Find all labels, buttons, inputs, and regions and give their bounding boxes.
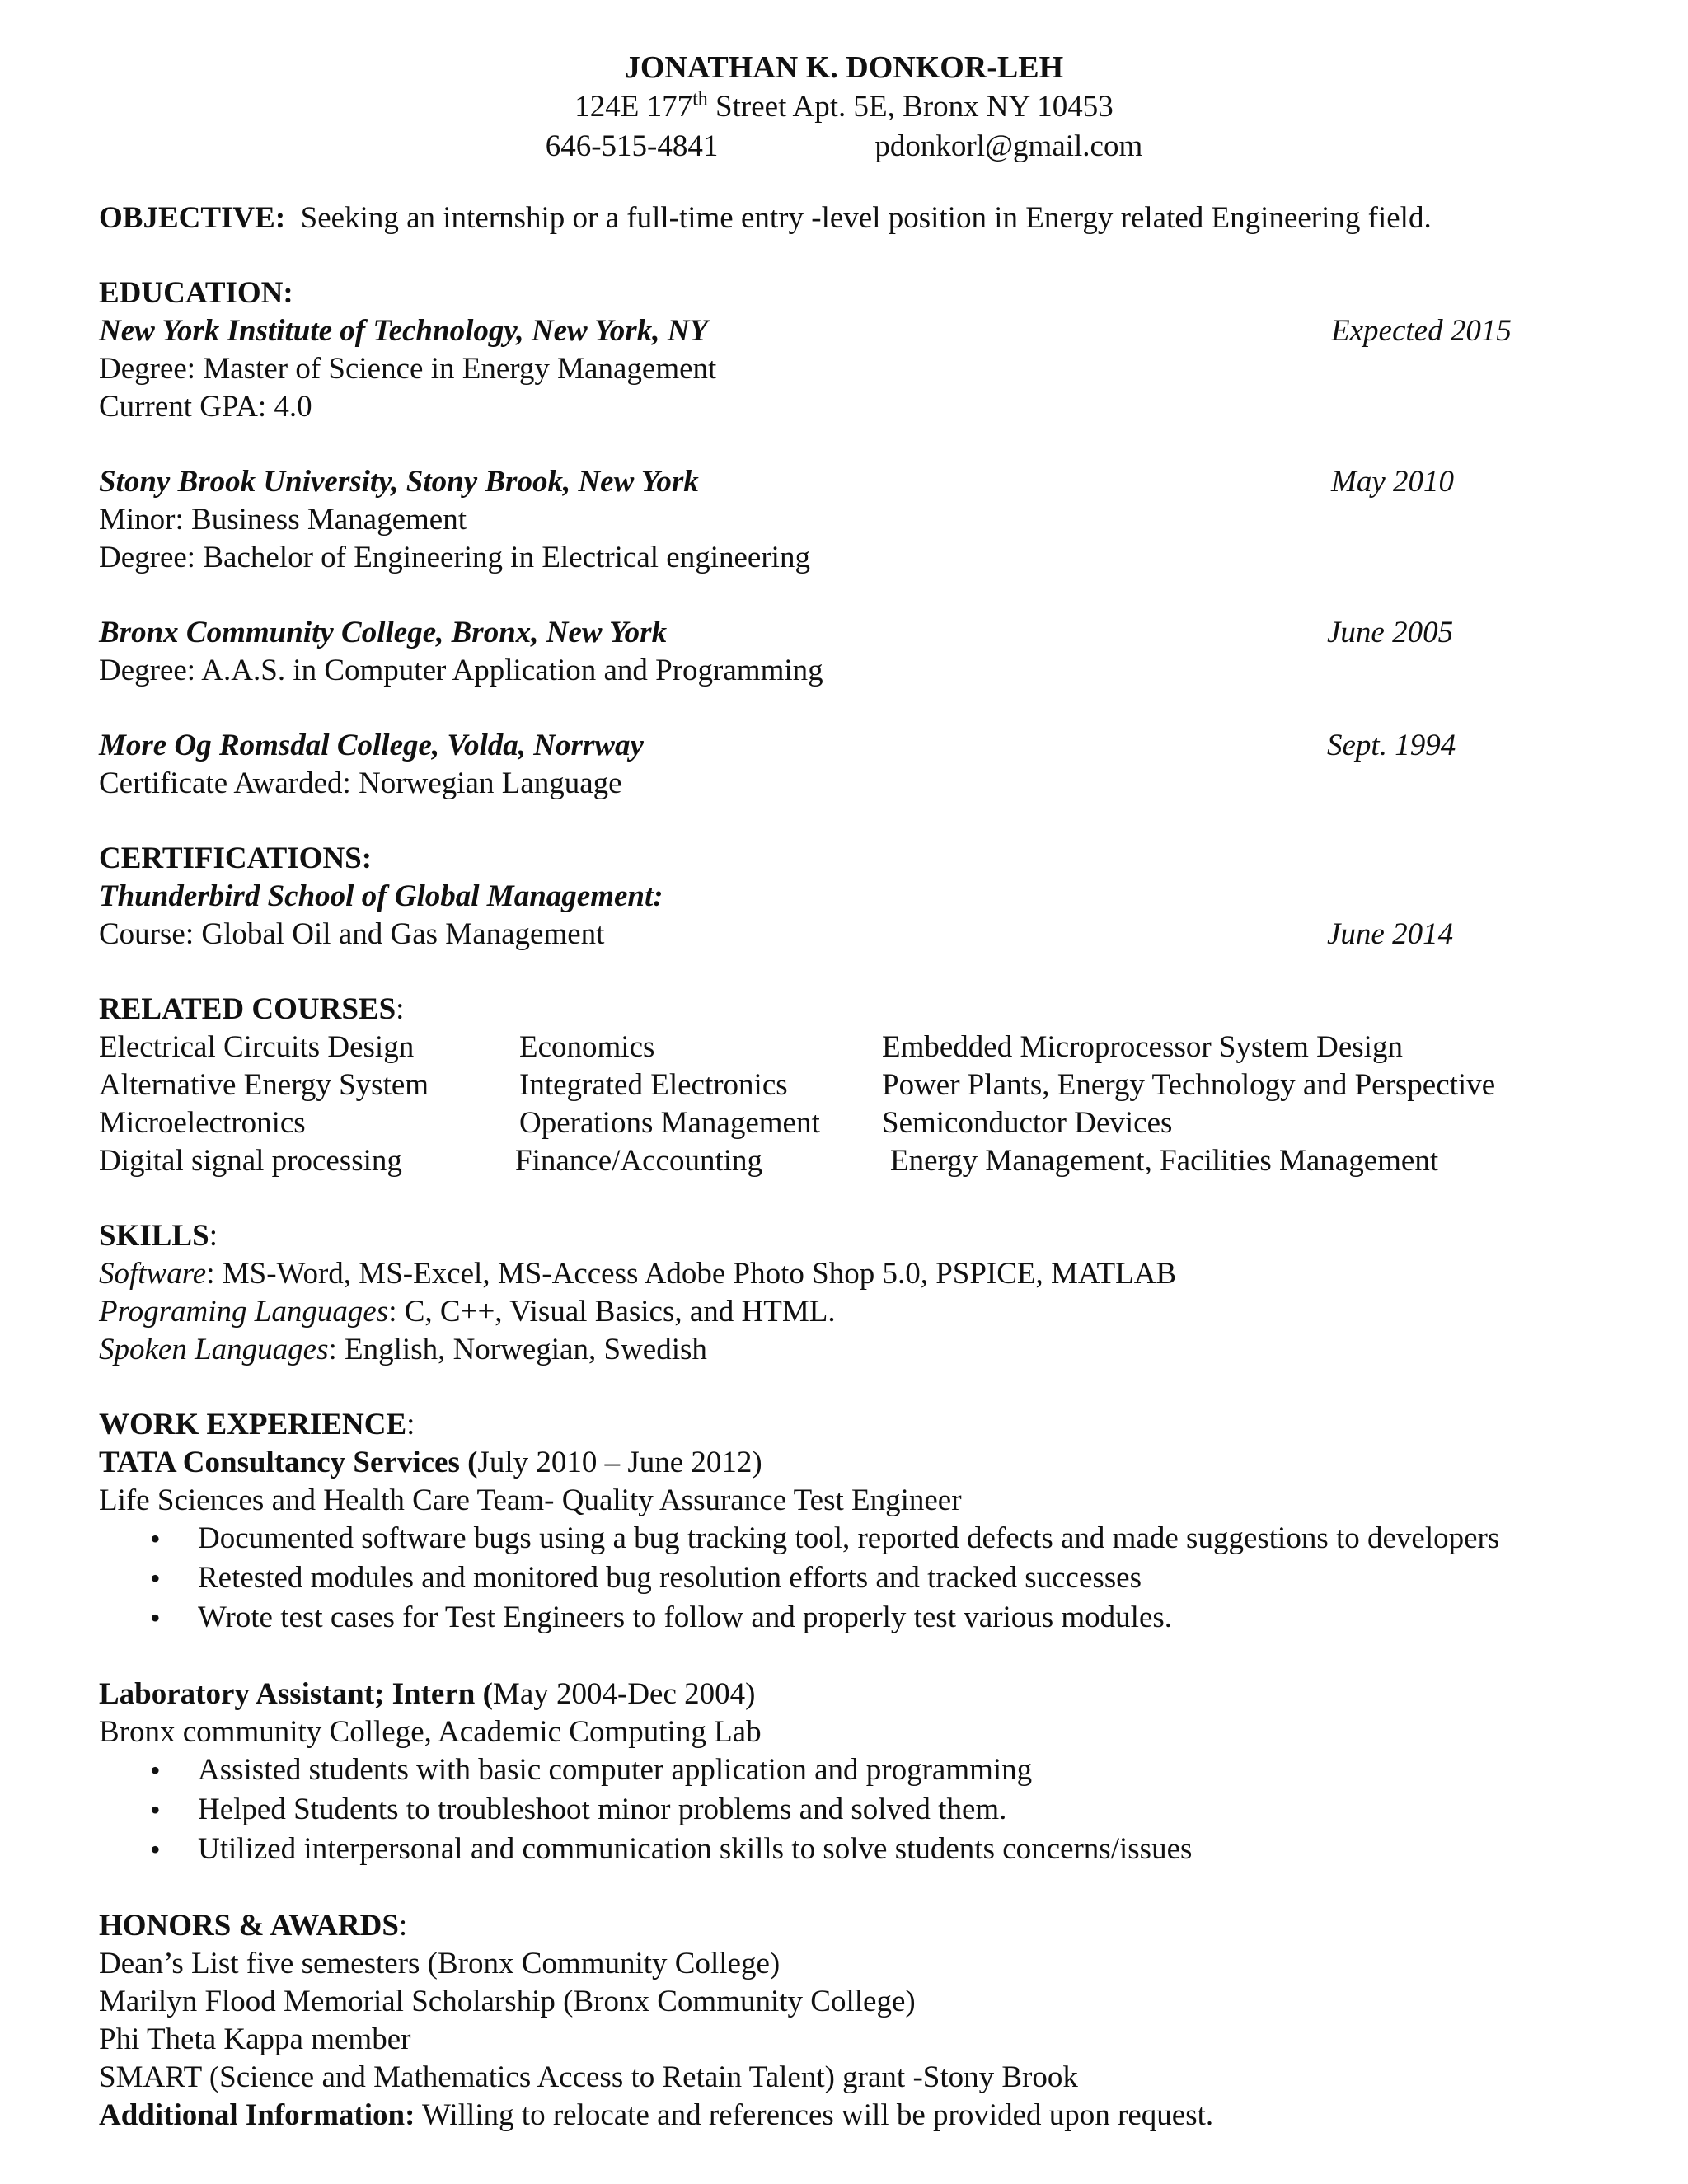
applicant-name: JONATHAN K. DONKOR-LEH: [624, 50, 1064, 85]
honor-item: Marilyn Flood Memorial Scholarship (Bronx Community College): [99, 1985, 916, 2018]
education-entry-school: Bronx Community College, Bronx, New York June 2005: [99, 614, 1615, 652]
contact-line: [0, 127, 1688, 166]
course-item: Finance/Accounting: [515, 1144, 763, 1178]
job-title: Laboratory Assistant; Intern (May 2004-Dec 2004): [99, 1677, 756, 1711]
course-item: Semiconductor Devices: [882, 1106, 1173, 1140]
resume-body: [99, 199, 1615, 2135]
objective-heading: OBJECTIVE:: [99, 201, 286, 235]
education-entry-school: New York Institute of Technology, New York, NY Expected 2015: [99, 312, 1615, 350]
objective-line: [99, 199, 1615, 237]
job-bullets: [99, 1520, 1615, 1638]
course-item: Operations Management: [519, 1106, 820, 1140]
job-subtitle: Life Sciences and Health Care Team- Quality Assurance Test Engineer: [99, 1483, 962, 1517]
education-entry-school: More Og Romsdal College, Volda, Norrway Sept. 1994: [99, 727, 1615, 765]
courses-heading: RELATED COURSES:: [99, 992, 405, 1026]
education-entry-line: Degree: Master of Science in Energy Management: [99, 352, 717, 386]
education-entry-line: Minor: Business Management: [99, 503, 467, 537]
course-row: [99, 1142, 1615, 1180]
resume-header: [0, 48, 1688, 166]
certifications-heading: CERTIFICATIONS:: [99, 841, 373, 875]
job-bullet: • Retested modules and monitored bug resolution efforts and tracked successes: [99, 1559, 1615, 1599]
course-item: Microelectronics: [99, 1106, 306, 1140]
education-heading: EDUCATION:: [99, 276, 293, 310]
honor-item: SMART (Science and Mathematics Access to Retain Talent) grant -Stony Brook: [99, 2060, 1078, 2094]
education-entry-line: Degree: A.A.S. in Computer Application and Programming: [99, 654, 823, 687]
work-heading: WORK EXPERIENCE:: [99, 1408, 415, 1441]
course-item: Electrical Circuits Design: [99, 1030, 415, 1064]
skills-software: Software: MS-Word, MS-Excel, MS-Access Adobe Photo Shop 5.0, PSPICE, MATLAB: [99, 1257, 1177, 1291]
objective-text: Seeking an internship or a full-time entry -level position in Energy related Engineering field.: [300, 201, 1432, 235]
phone: 646-515-4841: [545, 129, 719, 163]
honor-item: Phi Theta Kappa member: [99, 2022, 411, 2056]
education-entry-date: Sept. 1994: [1327, 729, 1456, 762]
certification-date: June 2014: [1327, 917, 1454, 951]
course-item: Energy Management, Facilities Management: [890, 1144, 1439, 1178]
education-entry-school: Stony Brook University, Stony Brook, New York May 2010: [99, 463, 1615, 501]
education-entry-date: June 2005: [1327, 616, 1454, 649]
honor-item: Dean’s List five semesters (Bronx Community College): [99, 1947, 781, 1980]
course-item: Embedded Microprocessor System Design: [882, 1030, 1403, 1064]
job-bullet: • Utilized interpersonal and communication skills to solve students concerns/issues: [99, 1830, 1615, 1870]
course-row: [99, 1029, 1615, 1066]
skills-programming: Programing Languages: C, C++, Visual Basics, and HTML.: [99, 1295, 836, 1329]
skills-heading: SKILLS:: [99, 1219, 218, 1253]
honors-heading: HONORS & AWARDS:: [99, 1909, 408, 1943]
job-bullet: • Wrote test cases for Test Engineers to follow and properly test various modules.: [99, 1599, 1615, 1638]
education-entry-date: May 2010: [1331, 465, 1454, 499]
job-bullet: • Documented software bugs using a bug tracking tool, reported defects and made suggestions to developers: [99, 1520, 1615, 1559]
job-bullet: • Helped Students to troubleshoot minor problems and solved them.: [99, 1791, 1615, 1830]
job-title: TATA Consultancy Services (July 2010 – June 2012): [99, 1446, 762, 1479]
course-item: Power Plants, Energy Technology and Perspective: [882, 1068, 1496, 1102]
course-row: [99, 1104, 1615, 1142]
course-item: Economics: [519, 1030, 655, 1064]
email: pdonkorl@gmail.com: [874, 129, 1143, 163]
education-entry-date: Expected 2015: [1331, 314, 1512, 348]
address: 124E 177th Street Apt. 5E, Bronx NY 10453: [574, 88, 1114, 124]
job-subtitle: Bronx community College, Academic Computing Lab: [99, 1715, 762, 1749]
course-item: Alternative Energy System: [99, 1068, 429, 1102]
course-row: [99, 1066, 1615, 1104]
skills-spoken: Spoken Languages: English, Norwegian, Swedish: [99, 1333, 707, 1366]
certification-course-line: Course: Global Oil and Gas Management June 2014: [99, 916, 1615, 954]
education-entry-line: Certificate Awarded: Norwegian Language: [99, 766, 622, 800]
job-bullet: • Assisted students with basic computer application and programming: [99, 1751, 1615, 1791]
course-item: Integrated Electronics: [519, 1068, 788, 1102]
course-item: Digital signal processing: [99, 1144, 402, 1178]
education-entry-line: Current GPA: 4.0: [99, 390, 312, 424]
education-entry-line: Degree: Bachelor of Engineering in Electrical engineering: [99, 541, 810, 574]
job-bullets: [99, 1751, 1615, 1870]
certification-school: Thunderbird School of Global Management:: [99, 879, 663, 913]
additional-information: Additional Information: Willing to relocate and references will be provided upon request.: [99, 2098, 1214, 2132]
